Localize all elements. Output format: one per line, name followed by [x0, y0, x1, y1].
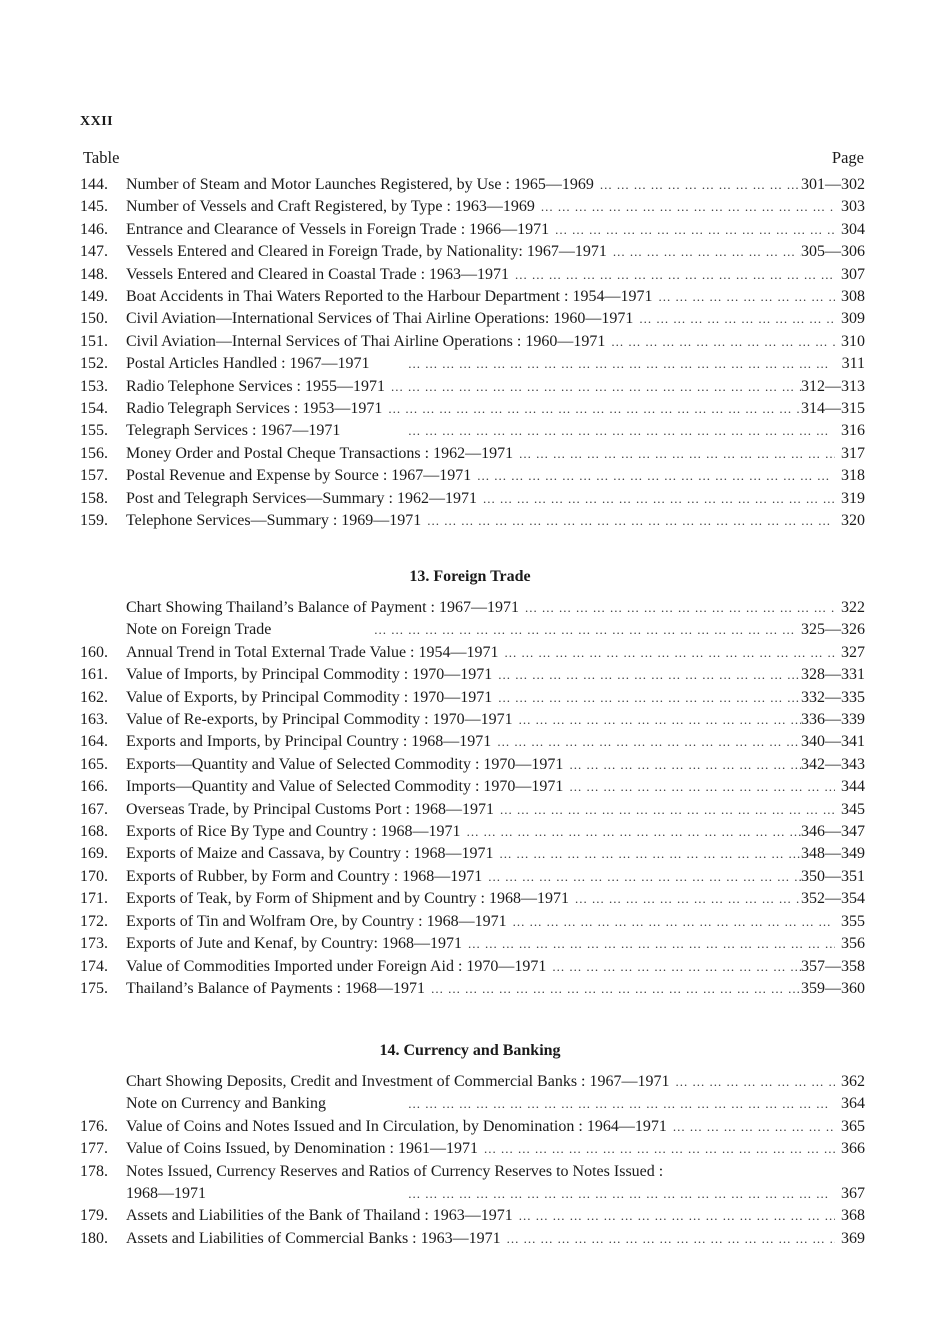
- toc-entry: [80, 933, 865, 955]
- leader-dots: [462, 933, 835, 955]
- entry-page: 307: [841, 265, 865, 283]
- entry-title: Exports of Tin and Wolfram Ore, by Country : 1968—1971: [126, 912, 507, 930]
- section-heading-foreign-trade: 13. Foreign Trade: [409, 568, 531, 585]
- entry-page: 345: [841, 800, 865, 818]
- entry-page: 368: [841, 1207, 865, 1225]
- toc-entry: [80, 174, 865, 196]
- toc-entry: [80, 286, 865, 308]
- entry-page: 336—339: [801, 711, 865, 729]
- toc-entry: [80, 510, 865, 532]
- entry-title: Value of Imports, by Principal Commodity : 1970—1971: [126, 666, 493, 684]
- entry-page: 319: [841, 489, 865, 507]
- leader-dots: [471, 465, 835, 487]
- entry-number: 150.: [80, 310, 108, 328]
- entry-number: 176.: [80, 1117, 108, 1135]
- toc-entry: [80, 376, 865, 398]
- leader-dots: [507, 911, 835, 933]
- entry-page: 357—358: [801, 957, 865, 975]
- toc-entry: [80, 308, 865, 330]
- entry-title: Civil Aviation—Internal Services of Thai Airline Operations : 1960—1971: [126, 332, 606, 350]
- entry-page: 312—313: [801, 377, 865, 395]
- entry-number: 178.: [80, 1162, 108, 1180]
- entry-title: Post and Telegraph Services—Summary : 1962—1971: [126, 489, 477, 507]
- toc-entry: [80, 465, 865, 487]
- toc-entry: [80, 398, 865, 420]
- entry-number: 170.: [80, 867, 108, 885]
- entry-number: 153.: [80, 377, 108, 395]
- entry-page: 340—341: [801, 733, 865, 751]
- entry-number: 149.: [80, 288, 108, 306]
- toc-entry: [80, 241, 865, 263]
- entry-number: 166.: [80, 778, 108, 796]
- entry-title: Money Order and Postal Cheque Transactions : 1962—1971: [126, 444, 514, 462]
- entry-number: 161.: [80, 666, 108, 684]
- entry-number: 173.: [80, 935, 108, 953]
- section-heading-currency-banking: 14. Currency and Banking: [379, 1042, 561, 1059]
- toc-entry: [80, 1161, 865, 1183]
- entry-page: 328—331: [801, 666, 865, 684]
- leader-dots: [605, 331, 835, 353]
- leader-dots: [535, 196, 835, 218]
- entry-title: Note on Foreign Trade: [126, 621, 272, 639]
- entry-number: 157.: [80, 467, 108, 485]
- entry-number: 158.: [80, 489, 108, 507]
- entry-number: 164.: [80, 733, 108, 751]
- leader-dots: [494, 843, 802, 865]
- toc-entry: [80, 799, 865, 821]
- entry-page: 346—347: [801, 823, 865, 841]
- entry-page: 311: [841, 355, 865, 373]
- toc-entry: [80, 687, 865, 709]
- toc-entry: [80, 776, 865, 798]
- leader-dots: [563, 754, 801, 776]
- toc-entry: [80, 353, 865, 375]
- entry-number: 145.: [80, 198, 108, 216]
- entry-title: Postal Revenue and Expense by Source : 1967—1971: [126, 467, 472, 485]
- leader-dots: [513, 443, 835, 465]
- entry-page: 318: [841, 467, 865, 485]
- toc-entry: [80, 911, 865, 933]
- entry-number: 175.: [80, 979, 108, 997]
- entry-page: 309: [841, 310, 865, 328]
- leader-dots: [492, 664, 801, 686]
- toc-entry: [80, 1071, 865, 1093]
- leader-dots: [607, 241, 801, 263]
- entry-number: 160.: [80, 643, 108, 661]
- toc-entry: [80, 219, 865, 241]
- entry-title: Thailand’s Balance of Payments : 1968—1971: [126, 979, 426, 997]
- toc-entry: [80, 1228, 865, 1250]
- entry-page: 320: [841, 512, 865, 530]
- toc-entry: [80, 619, 865, 641]
- entry-number: 162.: [80, 688, 108, 706]
- entry-title: Exports—Quantity and Value of Selected Commodity : 1970—1971: [126, 755, 564, 773]
- leader-dots: [425, 978, 801, 1000]
- toc-entry: [80, 1116, 865, 1138]
- entry-page: 366: [841, 1140, 865, 1158]
- entry-title: Exports of Jute and Kenaf, by Country: 1968—1971: [126, 935, 462, 953]
- entry-page: 342—343: [801, 755, 865, 773]
- toc-entry: [80, 1205, 865, 1227]
- toc-entry: [80, 754, 865, 776]
- page-number: XXII: [80, 114, 114, 129]
- leader-dots: [501, 1228, 835, 1250]
- entry-number: 152.: [80, 355, 108, 373]
- entry-page: 348—349: [801, 845, 865, 863]
- entry-page: 332—335: [801, 688, 865, 706]
- transport-list: [80, 174, 865, 533]
- leader-dots: [421, 510, 835, 532]
- entry-number: 159.: [80, 512, 108, 530]
- entry-page: 356: [841, 935, 865, 953]
- entry-title: Assets and Liabilities of the Bank of Thailand : 1963—1971: [126, 1207, 513, 1225]
- entry-title: Value of Re-exports, by Principal Commodity : 1970—1971: [126, 711, 513, 729]
- leader-dots: [549, 219, 835, 241]
- entry-page: 367: [841, 1185, 865, 1203]
- entry-page: 303: [841, 198, 865, 216]
- entry-page: 301—302: [801, 176, 865, 193]
- entry-title: Exports of Rubber, by Form and Country : 1968—1971: [126, 867, 483, 885]
- leader-dots: [382, 398, 801, 420]
- leader-dots: [478, 1138, 835, 1160]
- entry-page: 305—306: [801, 243, 865, 261]
- entry-page: 327: [841, 643, 865, 661]
- entry-page: 369: [841, 1229, 865, 1247]
- leader-dots: [670, 1071, 836, 1093]
- entry-page: 308: [841, 288, 865, 306]
- currency-banking-list: [80, 1071, 865, 1250]
- entry-number: 146.: [80, 220, 108, 238]
- toc-entry: [80, 1138, 865, 1160]
- entry-number: 171.: [80, 890, 108, 908]
- entry-number: 167.: [80, 800, 108, 818]
- entry-title: Telegraph Services : 1967—1971: [126, 422, 341, 440]
- entry-title: Chart Showing Deposits, Credit and Investment of Commercial Banks : 1967—1971: [126, 1073, 670, 1090]
- toc-entry: [80, 488, 865, 510]
- leader-dots: [340, 420, 835, 442]
- leader-dots: [482, 866, 801, 888]
- entry-title: Exports of Maize and Cassava, by Country : 1968—1971: [126, 845, 494, 863]
- toc-entry: [80, 1093, 865, 1115]
- foreign-trade-list: [80, 597, 865, 1000]
- leader-dots: [546, 956, 801, 978]
- entry-number: 168.: [80, 823, 108, 841]
- entry-title: Value of Exports, by Principal Commodity : 1970—1971: [126, 688, 493, 706]
- entry-page: 350—351: [801, 867, 865, 885]
- leader-dots: [385, 376, 801, 398]
- entry-number: 154.: [80, 400, 108, 418]
- leader-dots: [594, 174, 801, 196]
- toc-entry: [80, 420, 865, 442]
- entry-page: 304: [841, 220, 865, 238]
- leader-dots: [652, 286, 835, 308]
- entry-title: Assets and Liabilities of Commercial Banks : 1963—1971: [126, 1229, 501, 1247]
- toc-entry: [80, 866, 865, 888]
- entry-page: 322: [841, 599, 865, 616]
- entry-number: 172.: [80, 912, 108, 930]
- entry-number: 174.: [80, 957, 108, 975]
- leader-dots: [569, 888, 801, 910]
- entry-number: 156.: [80, 444, 108, 462]
- toc-entry: [80, 709, 865, 731]
- entry-title: Radio Telegraph Services : 1953—1971: [126, 400, 383, 418]
- entry-title: Exports and Imports, by Principal Country : 1968—1971: [126, 733, 492, 751]
- leader-dots: [491, 731, 801, 753]
- toc-entry: [80, 821, 865, 843]
- entry-page: 364: [841, 1095, 865, 1113]
- entry-title: Annual Trend in Total External Trade Value : 1954—1971: [126, 643, 499, 661]
- toc-entry: [80, 642, 865, 664]
- entry-number: 163.: [80, 711, 108, 729]
- leader-dots: [494, 799, 835, 821]
- leader-dots: [519, 597, 835, 619]
- leader-dots: [633, 308, 835, 330]
- toc-entry: [80, 731, 865, 753]
- leader-dots: [326, 1093, 835, 1115]
- toc-entry-continuation: [80, 1183, 865, 1205]
- leader-dots: [563, 776, 835, 798]
- entry-page: 352—354: [801, 890, 865, 908]
- entry-number: 148.: [80, 265, 108, 283]
- entry-page: 314—315: [801, 400, 865, 418]
- entry-number: 147.: [80, 243, 108, 261]
- entry-number: 155.: [80, 422, 108, 440]
- table-column-header: Table: [83, 148, 120, 167]
- toc-entry: [80, 196, 865, 218]
- leader-dots: [271, 619, 801, 641]
- entry-title: Telephone Services—Summary : 1969—1971: [126, 512, 422, 530]
- entry-number: 177.: [80, 1140, 108, 1158]
- entry-title: Notes Issued, Currency Reserves and Ratios of Currency Reserves to Notes Issued :: [126, 1162, 664, 1180]
- entry-title: Vessels Entered and Cleared in Foreign Trade, by Nationality: 1967—1971: [126, 243, 607, 261]
- page-column-header: Page: [831, 148, 864, 167]
- entry-page: 310: [841, 332, 865, 350]
- leader-dots: [513, 709, 801, 731]
- entry-page: 359—360: [801, 979, 865, 997]
- entry-number: 180.: [80, 1229, 108, 1247]
- leader-dots: [492, 687, 801, 709]
- entry-page: 316: [841, 422, 865, 440]
- entry-title: Number of Steam and Motor Launches Registered, by Use : 1965—1969: [126, 176, 594, 193]
- entry-title: Exports of Teak, by Form of Shipment and by Country : 1968—1971: [126, 890, 569, 908]
- toc-entry: [80, 843, 865, 865]
- entry-title: Entrance and Clearance of Vessels in Foreign Trade : 1966—1971: [126, 220, 550, 238]
- toc-entry: [80, 443, 865, 465]
- entry-title: Postal Articles Handled : 1967—1971: [126, 355, 370, 373]
- leader-dots: [509, 264, 835, 286]
- entry-title: Number of Vessels and Craft Registered, by Type : 1963—1969: [126, 198, 535, 216]
- entry-number: 169.: [80, 845, 108, 863]
- entry-number: 144.: [80, 176, 108, 193]
- toc-entry: [80, 978, 865, 1000]
- leader-dots: [667, 1116, 835, 1138]
- leader-dots: [499, 642, 836, 664]
- entry-title: Value of Coins Issued, by Denomination : 1961—1971: [126, 1140, 478, 1158]
- leader-dots: [206, 1183, 835, 1205]
- toc-entry: [80, 597, 865, 619]
- leader-dots: [513, 1205, 835, 1227]
- leader-dots: [370, 353, 835, 375]
- entry-title: Value of Commodities Imported under Foreign Aid : 1970—1971: [126, 957, 547, 975]
- entry-title: Boat Accidents in Thai Waters Reported to the Harbour Department : 1954—1971: [126, 288, 653, 306]
- entry-title: Vessels Entered and Cleared in Coastal Trade : 1963—1971: [126, 265, 510, 283]
- entry-number: 179.: [80, 1207, 108, 1225]
- entry-number: 165.: [80, 755, 108, 773]
- entry-page: 365: [841, 1117, 865, 1135]
- entry-title: Chart Showing Thailand’s Balance of Payment : 1967—1971: [126, 599, 519, 616]
- entry-page: 362: [841, 1073, 865, 1090]
- entry-page: 317: [841, 444, 865, 462]
- leader-dots: [461, 821, 801, 843]
- entry-page: 355: [841, 912, 865, 930]
- entry-title: Value of Coins and Notes Issued and In Circulation, by Denomination : 1964—1971: [126, 1117, 667, 1135]
- leader-dots: [477, 488, 835, 510]
- toc-entry: [80, 664, 865, 686]
- entry-title: Radio Telephone Services : 1955—1971: [126, 377, 385, 395]
- entry-page: 344: [841, 778, 865, 796]
- entry-title: Civil Aviation—International Services of Thai Airline Operations: 1960—1971: [126, 310, 634, 328]
- toc-entry: [80, 264, 865, 286]
- entry-page: 325—326: [801, 621, 865, 639]
- entry-title: Note on Currency and Banking: [126, 1095, 326, 1113]
- toc-entry: [80, 888, 865, 910]
- toc-entry: [80, 331, 865, 353]
- entry-title: Overseas Trade, by Principal Customs Port : 1968—1971: [126, 800, 494, 818]
- toc-entry: [80, 956, 865, 978]
- entry-number: 151.: [80, 332, 108, 350]
- entry-title-continued: 1968—1971: [126, 1185, 206, 1203]
- entry-title: Exports of Rice By Type and Country : 1968—1971: [126, 823, 461, 841]
- entry-title: Imports—Quantity and Value of Selected Commodity : 1970—1971: [126, 778, 564, 796]
